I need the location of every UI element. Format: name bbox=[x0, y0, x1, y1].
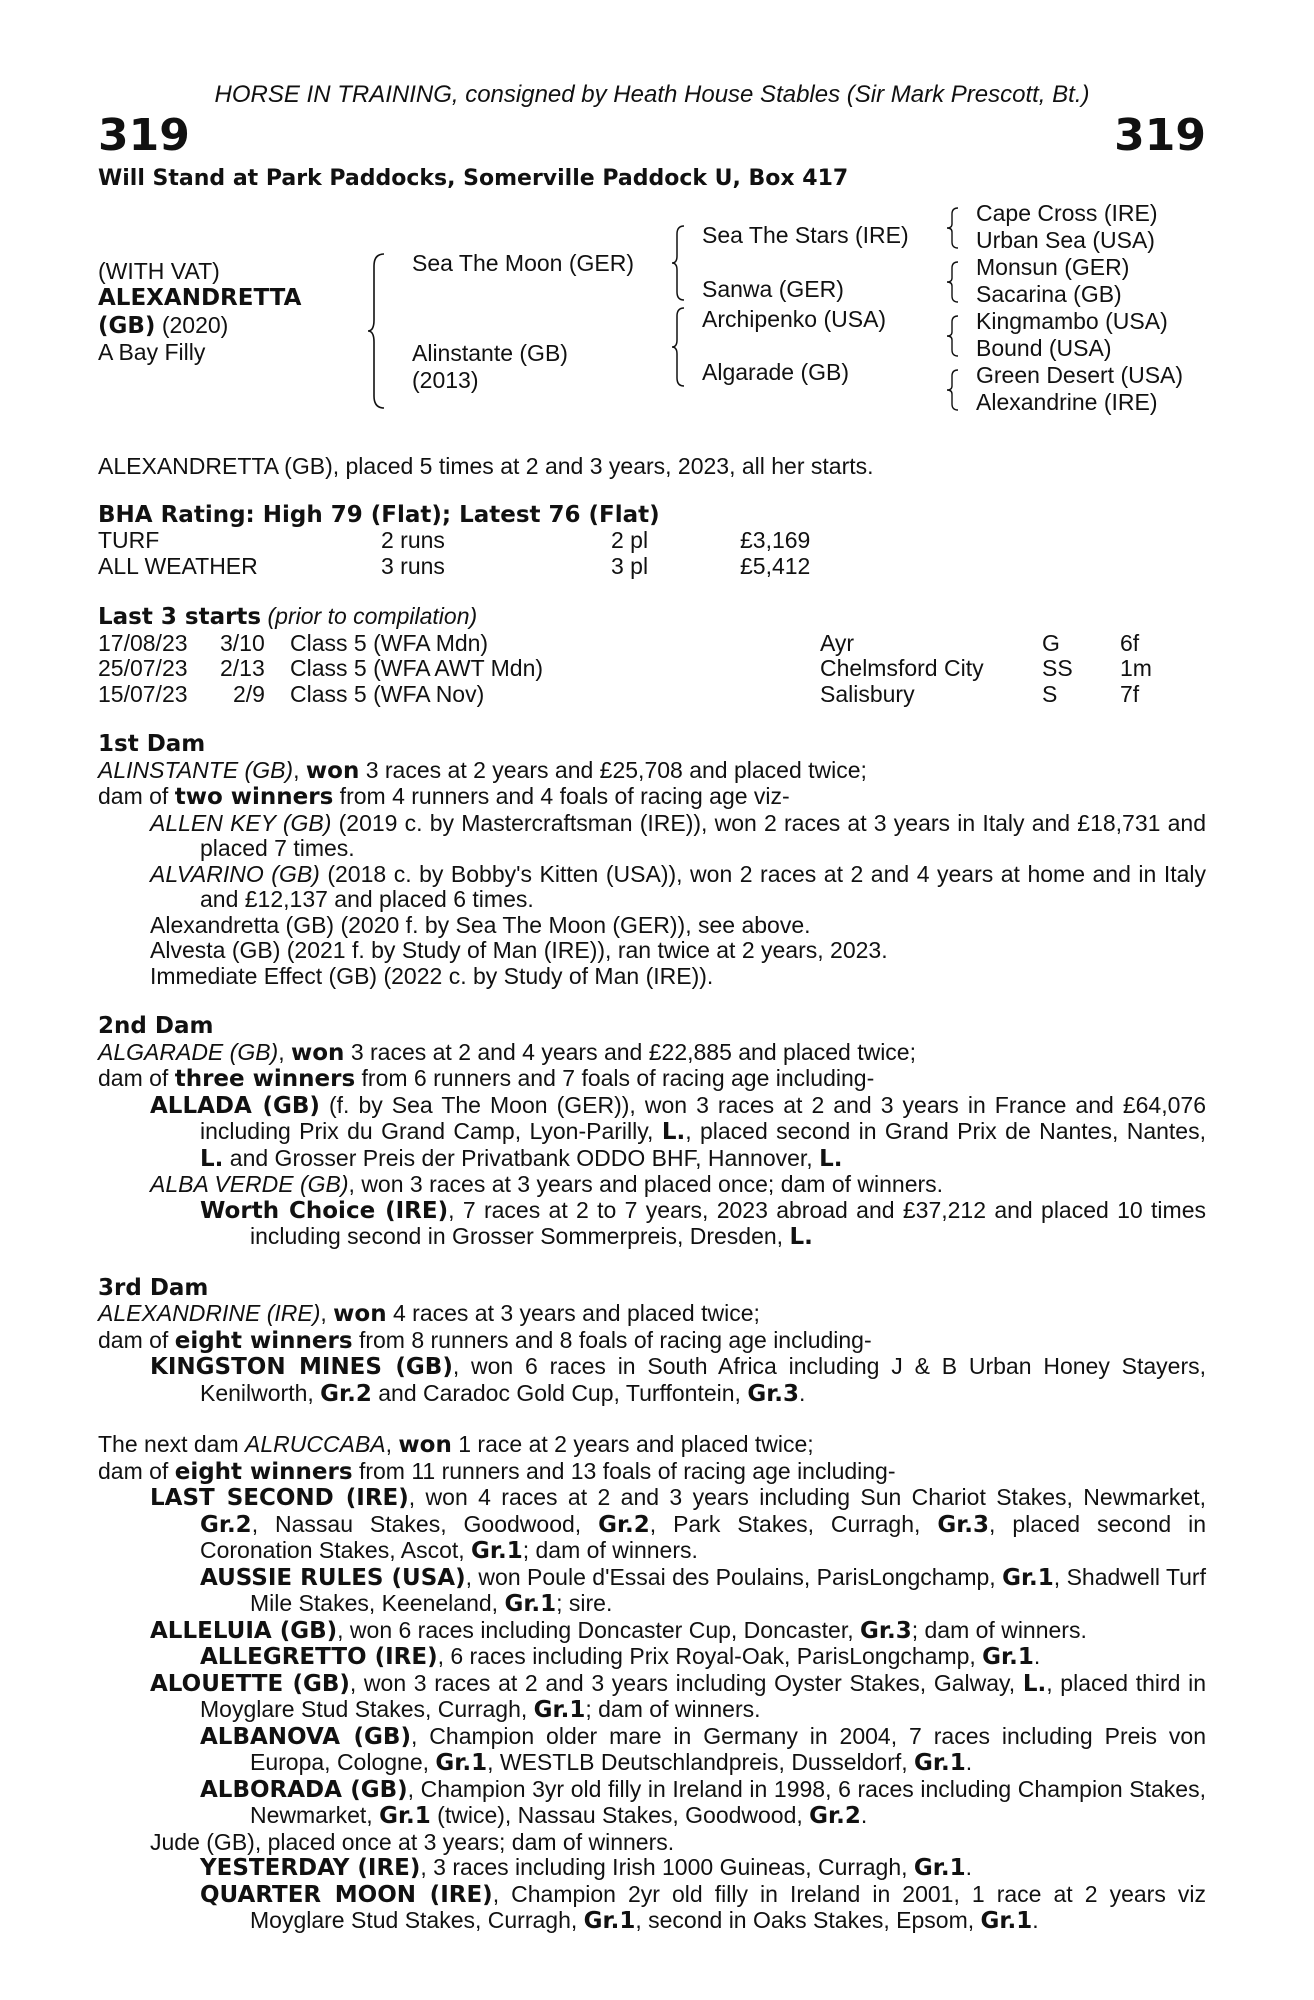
start-row bbox=[98, 682, 1206, 708]
produce-record: (twice), Nassau Stakes, Goodwood, bbox=[430, 1802, 810, 1828]
grade-label: L. bbox=[819, 1145, 843, 1172]
dam-of-label: dam of bbox=[98, 1326, 175, 1353]
separator: , bbox=[385, 1431, 399, 1457]
produce-record: and Grosser Preis der Privatbank ODDO BHF, Hannover, bbox=[223, 1144, 820, 1171]
grade-label: Gr.3 bbox=[860, 1617, 912, 1644]
produce-record: , Park Stakes, Curragh, bbox=[649, 1510, 938, 1537]
starts-heading-note: (prior to compilation) bbox=[261, 603, 478, 629]
produce-record: , won 4 races at 2 and 3 years including Sun Chariot Stakes, Newmarket, bbox=[408, 1484, 1206, 1510]
grade-label: Gr.2 bbox=[320, 1380, 372, 1407]
produce-name: ALLADA (GB) bbox=[150, 1092, 320, 1119]
separator: , bbox=[278, 1038, 291, 1065]
grade-label: L. bbox=[200, 1145, 224, 1172]
produce-record: , won 6 races in South Africa including J & B Urban Honey Stayers, Kenilworth, bbox=[200, 1353, 1206, 1406]
produce-name: YESTERDAY (IRE) bbox=[200, 1855, 421, 1881]
next-dam-produce bbox=[98, 1459, 1206, 1486]
produce-name: ALVARINO (GB) bbox=[150, 860, 320, 887]
grade-label: L. bbox=[789, 1224, 813, 1250]
winners-count: two winners bbox=[174, 784, 334, 810]
start-distance: 1m bbox=[1120, 655, 1152, 681]
produce-record: . bbox=[1033, 1643, 1041, 1669]
third-dam-name: ALEXANDRINE (IRE) bbox=[98, 1300, 321, 1326]
won-label: won bbox=[305, 757, 360, 784]
grade-label: Gr.1 bbox=[533, 1697, 586, 1723]
start-race: Class 5 (WFA Nov) bbox=[290, 680, 485, 707]
produce-name: ALLELUIA (GB) bbox=[150, 1617, 338, 1644]
third-dam-record: 4 races at 3 years and placed twice; bbox=[386, 1300, 760, 1326]
granddam-2: Sacarina (GB) bbox=[976, 281, 1122, 307]
separator: , bbox=[320, 1300, 334, 1326]
dam-dam: Algarade (GB) bbox=[702, 359, 850, 385]
g-brace-4 bbox=[946, 368, 960, 412]
third-dam-heading: 3rd Dam bbox=[98, 1274, 209, 1301]
second-dam-name: ALGARADE (GB) bbox=[98, 1038, 279, 1065]
grade-label: Gr.1 bbox=[435, 1750, 488, 1776]
produce-detail: from 6 runners and 7 foals of racing age including- bbox=[355, 1065, 875, 1091]
start-date: 15/07/23 bbox=[98, 680, 188, 707]
produce-record: ; sire. bbox=[556, 1590, 613, 1616]
lot-number-row bbox=[98, 112, 1206, 160]
grade-label: Gr.1 bbox=[583, 1908, 636, 1934]
produce-record: , won 6 races including Doncaster Cup, Doncaster, bbox=[337, 1616, 861, 1643]
produce-name: ALLEN KEY (GB) bbox=[150, 809, 332, 836]
grandsire-2: Monsun (GER) bbox=[976, 254, 1130, 280]
grandsire-3: Kingmambo (USA) bbox=[976, 308, 1168, 334]
produce-name: LAST SECOND (IRE) bbox=[150, 1485, 409, 1511]
sire: Sea The Moon (GER) bbox=[412, 250, 635, 276]
produce-detail: from 4 runners and 4 foals of racing age viz- bbox=[333, 783, 790, 809]
winners-count: three winners bbox=[174, 1066, 356, 1092]
produce-record: (2019 c. by Mastercraftsman (IRE)), won 2 races at 3 years in Italy and £18,731 and placed 7 times. bbox=[200, 809, 1207, 861]
produce-record: and Caradoc Gold Cup, Turffontein, bbox=[371, 1379, 748, 1406]
produce-detail: from 8 runners and 8 foals of racing age including- bbox=[352, 1326, 872, 1353]
produce-record: . bbox=[1032, 1907, 1039, 1933]
won-label: won bbox=[398, 1432, 452, 1458]
produce-record: (f. by Sea The Moon (GER)), won 3 races at 2 and 3 years in France and £64,076 including Prix du Grand Camp, Lyon-Parilly, bbox=[200, 1091, 1206, 1144]
start-position: 2/13 bbox=[220, 655, 265, 681]
grade-label: Gr.1 bbox=[471, 1538, 523, 1564]
rating-runs: 2 runs bbox=[381, 527, 445, 553]
dam-brace bbox=[671, 306, 687, 388]
produce-record: , 6 races including Prix Royal-Oak, ParisLongchamp, bbox=[437, 1643, 983, 1669]
catalogue-page bbox=[98, 80, 1206, 1935]
start-going: G bbox=[1042, 629, 1060, 656]
produce-entry: Alexandretta (GB) (2020 f. by Sea The Moon (GER)), see above. bbox=[150, 911, 811, 938]
grade-label: Gr.3 bbox=[747, 1380, 800, 1407]
start-row bbox=[98, 631, 1206, 657]
produce-entry bbox=[98, 1093, 1206, 1173]
produce-record: . bbox=[860, 1802, 868, 1828]
second-dam-heading: 2nd Dam bbox=[98, 1013, 214, 1039]
g-brace-2 bbox=[946, 260, 960, 304]
start-course: Salisbury bbox=[820, 680, 915, 707]
winners-count: eight winners bbox=[174, 1458, 353, 1485]
produce-record: , Champion 2yr old filly in Ireland in 2001, 1 race at 2 years viz Moyglare Stud Stakes, Curragh, bbox=[250, 1880, 1206, 1933]
next-dam-prefix: The next dam bbox=[98, 1431, 246, 1457]
g-brace-3 bbox=[946, 314, 960, 358]
rating-earnings: £3,169 bbox=[740, 527, 811, 553]
start-course: Chelmsford City bbox=[820, 655, 984, 681]
rating-heading: BHA Rating: High 79 (Flat); Latest 76 (Flat) bbox=[98, 501, 660, 528]
produce-record: , won 3 races at 2 and 3 years including Oyster Stakes, Galway, bbox=[349, 1669, 1023, 1696]
summary-line: ALEXANDRETTA (GB), placed 5 times at 2 and 3 years, 2023, all her starts. bbox=[98, 453, 874, 479]
sire-dam: Sanwa (GER) bbox=[702, 276, 844, 302]
start-date: 25/07/23 bbox=[98, 655, 188, 681]
grade-label: Gr.1 bbox=[982, 1644, 1034, 1670]
grandproduce-entry bbox=[98, 1724, 1206, 1777]
grade-label: Gr.3 bbox=[937, 1511, 990, 1538]
first-dam-line bbox=[98, 758, 1206, 785]
sire-sire: Sea The Stars (IRE) bbox=[702, 222, 909, 248]
rating-row bbox=[98, 528, 1206, 554]
start-race: Class 5 (WFA Mdn) bbox=[290, 629, 489, 656]
produce-name: ALOUETTE (GB) bbox=[150, 1670, 350, 1697]
produce-record: , placed third in Moyglare Stud Stakes, Curragh, bbox=[200, 1669, 1207, 1722]
sire-brace bbox=[671, 224, 687, 302]
start-position: 3/10 bbox=[220, 629, 265, 656]
grandsire-4: Green Desert (USA) bbox=[976, 362, 1184, 388]
dam-of-label: dam of bbox=[98, 1065, 175, 1091]
first-dam-name: ALINSTANTE (GB) bbox=[98, 756, 294, 783]
first-dam-heading: 1st Dam bbox=[98, 731, 206, 757]
separator: , bbox=[293, 756, 306, 783]
rating-placed: 3 pl bbox=[611, 552, 649, 579]
produce-name: AUSSIE RULES (USA) bbox=[200, 1564, 466, 1591]
produce-record: , Nassau Stakes, Goodwood, bbox=[251, 1510, 599, 1537]
produce-record: , Champion older mare in Germany in 2004, 7 races including Preis von Europa, Cologne, bbox=[250, 1722, 1207, 1775]
dam-year: (2013) bbox=[412, 367, 479, 393]
produce-record: , 3 races including Irish 1000 Guineas, Curragh, bbox=[420, 1854, 914, 1880]
grandproduce-entry bbox=[98, 1882, 1206, 1935]
produce-record: . bbox=[965, 1749, 973, 1775]
produce-name: QUARTER MOON (IRE) bbox=[200, 1881, 493, 1908]
produce-record: ; dam of winners. bbox=[585, 1696, 761, 1722]
grade-label: Gr.1 bbox=[980, 1908, 1033, 1934]
start-position: 2/9 bbox=[233, 680, 265, 707]
g-brace-1 bbox=[946, 206, 960, 250]
horse-year: (2020) bbox=[155, 312, 229, 338]
grade-label: L. bbox=[1022, 1670, 1047, 1697]
third-dam-line bbox=[98, 1301, 1206, 1328]
start-course: Ayr bbox=[820, 629, 855, 656]
rating-surface: ALL WEATHER bbox=[98, 552, 258, 579]
start-row bbox=[98, 656, 1206, 682]
produce-name: ALLEGRETTO (IRE) bbox=[200, 1644, 438, 1670]
grandproduce-entry bbox=[98, 1644, 1206, 1671]
produce-record: , second in Oaks Stakes, Epsom, bbox=[635, 1907, 981, 1933]
rating-placed: 2 pl bbox=[611, 527, 649, 553]
first-dam-record: 3 races at 2 years and £25,708 and placed twice; bbox=[359, 756, 867, 783]
produce-record: ; dam of winners. bbox=[911, 1616, 1087, 1643]
grandproduce-entry bbox=[98, 1198, 1206, 1251]
grandproduce-entry bbox=[98, 1777, 1206, 1830]
produce-record: , won 3 races at 3 years and placed once; dam of winners. bbox=[348, 1171, 944, 1197]
consignor-line: HORSE IN TRAINING, consigned by Heath House Stables (Sir Mark Prescott, Bt.) bbox=[214, 81, 1090, 108]
pedigree-table bbox=[98, 194, 1206, 434]
next-dam-record: 1 race at 2 years and placed twice; bbox=[451, 1431, 814, 1457]
dam: Alinstante (GB) bbox=[412, 340, 568, 366]
produce-record: , placed second in Coronation Stakes, Ascot, bbox=[200, 1510, 1207, 1563]
produce-record: (2018 c. by Bobby's Kitten (USA)), won 2 races at 2 and 4 years at home and in Italy and £12,137 and placed 6 times. bbox=[200, 860, 1206, 912]
granddam-1: Urban Sea (USA) bbox=[976, 227, 1155, 253]
starts-heading-bold: Last 3 starts bbox=[98, 604, 262, 630]
starts-heading bbox=[98, 604, 1206, 631]
produce-entry bbox=[98, 811, 1206, 862]
produce-entry bbox=[98, 1354, 1206, 1407]
granddam-3: Bound (USA) bbox=[976, 335, 1112, 361]
granddam-4: Alexandrine (IRE) bbox=[976, 389, 1158, 415]
rating-runs: 3 runs bbox=[381, 552, 445, 579]
produce-record: ; dam of winners. bbox=[522, 1537, 698, 1563]
produce-entry bbox=[98, 1618, 1206, 1645]
start-going: S bbox=[1042, 680, 1058, 707]
dam-of-label: dam of bbox=[98, 1457, 175, 1484]
grade-label: Gr.1 bbox=[504, 1591, 557, 1617]
first-dam-produce bbox=[98, 784, 1206, 811]
horse-origin-year bbox=[98, 312, 228, 340]
lot-number-right: 319 bbox=[1114, 110, 1206, 161]
produce-entry bbox=[98, 1671, 1206, 1724]
produce-entry bbox=[98, 1485, 1206, 1565]
start-date: 17/08/23 bbox=[98, 629, 188, 656]
horse-description: A Bay Filly bbox=[98, 339, 206, 365]
produce-record: . bbox=[799, 1379, 806, 1406]
produce-record: , WESTLB Deutschlandpreis, Dusseldorf, bbox=[487, 1749, 915, 1775]
dam-sire: Archipenko (USA) bbox=[702, 306, 887, 332]
won-label: won bbox=[333, 1301, 387, 1327]
produce-record: . bbox=[965, 1854, 972, 1880]
start-distance: 6f bbox=[1120, 629, 1140, 656]
lot-number-left: 319 bbox=[98, 110, 190, 161]
next-dam-line bbox=[98, 1432, 1206, 1459]
produce-entry: Immediate Effect (GB) (2022 c. by Study of Man (IRE)). bbox=[150, 962, 714, 989]
start-distance: 7f bbox=[1120, 680, 1140, 707]
horse-origin: (GB) bbox=[98, 313, 156, 339]
grade-label: Gr.1 bbox=[914, 1750, 966, 1776]
rating-earnings: £5,412 bbox=[740, 552, 811, 579]
produce-entry: Jude (GB), placed once at 3 years; dam of winners. bbox=[150, 1828, 675, 1855]
grade-label: L. bbox=[661, 1119, 686, 1145]
grade-label: Gr.1 bbox=[913, 1855, 966, 1881]
produce-name: KINGSTON MINES (GB) bbox=[150, 1354, 453, 1380]
stand-location: Will Stand at Park Paddocks, Somerville Paddock U, Box 417 bbox=[98, 166, 849, 191]
rating-row bbox=[98, 554, 1206, 580]
second-dam-record: 3 races at 2 and 4 years and £22,885 and placed twice; bbox=[344, 1038, 916, 1065]
grade-label: Gr.2 bbox=[598, 1511, 650, 1538]
main-brace bbox=[366, 252, 388, 410]
produce-entry: Alvesta (GB) (2021 f. by Study of Man (IRE)), ran twice at 2 years, 2023. bbox=[150, 937, 888, 963]
rating-surface: TURF bbox=[98, 527, 160, 553]
winners-count: eight winners bbox=[174, 1327, 353, 1354]
produce-name: ALBORADA (GB) bbox=[200, 1776, 408, 1803]
second-dam-line bbox=[98, 1040, 1206, 1067]
produce-name: ALBA VERDE (GB) bbox=[150, 1171, 349, 1197]
produce-entry bbox=[98, 1172, 1206, 1198]
grade-label: Gr.2 bbox=[200, 1511, 252, 1538]
dam-of-label: dam of bbox=[98, 783, 175, 809]
start-going: SS bbox=[1042, 655, 1073, 681]
produce-record: , placed second in Grand Prix de Nantes, Nantes, bbox=[685, 1118, 1206, 1144]
grandsire-1: Cape Cross (IRE) bbox=[976, 200, 1158, 226]
produce-record: , Shadwell Turf Mile Stakes, Keeneland, bbox=[250, 1563, 1206, 1616]
produce-record: , 7 races at 2 to 7 years, 2023 abroad and £37,212 and placed 10 times including second in Grosser Sommerpreis, Dresden, bbox=[250, 1196, 1206, 1249]
grade-label: Gr.1 bbox=[379, 1803, 431, 1829]
start-race: Class 5 (WFA AWT Mdn) bbox=[290, 655, 544, 681]
grandproduce-entry bbox=[98, 1855, 1206, 1882]
produce-detail: from 11 runners and 13 foals of racing age including- bbox=[352, 1457, 896, 1484]
won-label: won bbox=[291, 1039, 345, 1066]
second-dam-produce bbox=[98, 1066, 1206, 1093]
vat-note: (WITH VAT) bbox=[98, 258, 220, 284]
produce-record: , Champion 3yr old filly in Ireland in 1998, 6 races including Champion Stakes, Newmarket, bbox=[250, 1775, 1206, 1828]
produce-name: Worth Choice (IRE) bbox=[200, 1197, 449, 1224]
grade-label: Gr.2 bbox=[809, 1803, 861, 1829]
produce-name: ALBANOVA (GB) bbox=[200, 1723, 411, 1750]
grade-label: Gr.1 bbox=[1002, 1564, 1054, 1591]
produce-entry bbox=[98, 862, 1206, 913]
horse-name: ALEXANDRETTA bbox=[98, 285, 302, 311]
third-dam-produce bbox=[98, 1328, 1206, 1355]
next-dam-name: ALRUCCABA bbox=[245, 1431, 386, 1457]
produce-record: , won Poule d'Essai des Poulains, ParisLongchamp, bbox=[465, 1563, 1003, 1590]
grandproduce-entry bbox=[98, 1565, 1206, 1618]
